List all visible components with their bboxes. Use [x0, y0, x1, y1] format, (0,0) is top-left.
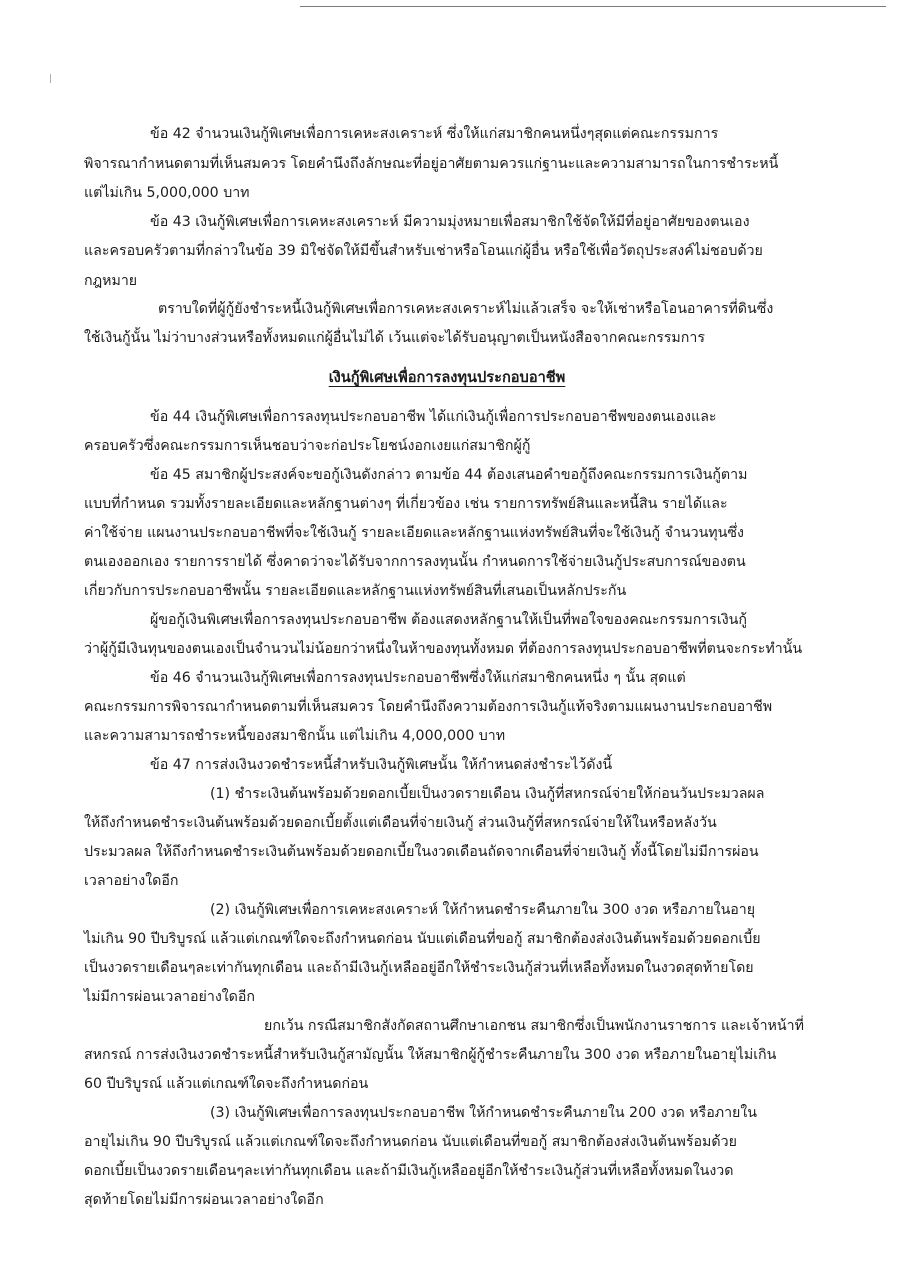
text-line: (3) เงินกู้พิเศษเพื่อการลงทุนประกอบอาชีพ ให้กำหนดชำระคืนภายใน 200 งวด หรือภายใน	[210, 1105, 757, 1121]
text-line: ดอกเบี้ยเป็นงวดรายเดือนๆละเท่ากันทุกเดือน และถ้ามีเงินกู้เหลืออยู่อีกให้ชำระเงินกู้ส่วนที่เหลือทั้งหมดในงวด	[84, 1163, 734, 1179]
text-line: สหกรณ์ การส่งเงินงวดชำระหนี้สำหรับเงินกู้สามัญนั้น ให้สมาชิกผู้กู้ชำระคืนภายใน 300 งวด หรือภายในอายุไม่เกิน	[84, 1047, 777, 1063]
text-line: ไม่มีการผ่อนเวลาอย่างใดอีก	[84, 989, 256, 1005]
text-line: อายุไม่เกิน 90 ปีบริบูรณ์ แล้วแต่เกณฑ์ใดจะถึงกำหนดก่อน นับแต่เดือนที่ขอกู้ สมาชิกต้องส่งเงินต้นพร้อมด้วย	[84, 1134, 737, 1150]
top-rule	[300, 6, 886, 7]
text-line: 60 ปีบริบูรณ์ แล้วแต่เกณฑ์ใดจะถึงกำหนดก่อน	[84, 1076, 369, 1092]
text-line: ให้ถึงกำหนดชำระเงินต้นพร้อมด้วยดอกเบี้ยตั้งแต่เดือนที่จ่ายเงินกู้ ส่วนเงินกู้ที่สหกรณ์จ่ายให้ในหรือหลังวัน	[84, 815, 717, 831]
text-line: (1) ชำระเงินต้นพร้อมด้วยดอกเบี้ยเป็นงวดรายเดือน เงินกู้ที่สหกรณ์จ่ายให้ก่อนวันประมวลผล	[210, 786, 765, 802]
text-line: และความสามารถชำระหนี้ของสมาชิกนั้น แต่ไม่เกิน 4,000,000 บาท	[84, 728, 506, 744]
text-line: ข้อ 45 สมาชิกผู้ประสงค์จะขอกู้เงินดังกล่าว ตามข้อ 44 ต้องเสนอคำขอกู้ถึงคณะกรรมการเงินกู้ตาม	[150, 467, 748, 483]
section-heading: เงินกู้พิเศษเพื่อการลงทุนประกอบอาชีพ	[328, 369, 566, 386]
text-line: ตราบใดที่ผู้กู้ยังชำระหนี้เงินกู้พิเศษเพื่อการเคหะสงเคราะห์ไม่แล้วเสร็จ จะให้เช่าหรือโอนอาคารที่ดินซึ่ง	[158, 301, 774, 317]
text-line: ยกเว้น กรณีสมาชิกสังกัดสถานศึกษาเอกชน สมาชิกซึ่งเป็นพนักงานราชการ และเจ้าหน้าที่	[264, 1018, 804, 1034]
text-line: ข้อ 44 เงินกู้พิเศษเพื่อการลงทุนประกอบอาชีพ ได้แก่เงินกู้เพื่อการประกอบอาชีพของตนเองและ	[150, 409, 717, 425]
text-line: ข้อ 46 จำนวนเงินกู้พิเศษเพื่อการลงทุนประกอบอาชีพซึ่งให้แก่สมาชิกคนหนึ่ง ๆ นั้น สุดแต่	[150, 670, 686, 686]
text-line: เวลาอย่างใดอีก	[84, 873, 179, 889]
scan-mark	[50, 74, 51, 83]
text-line: ไม่เกิน 90 ปีบริบูรณ์ แล้วแต่เกณฑ์ใดจะถึงกำหนดก่อน นับแต่เดือนที่ขอกู้ สมาชิกต้องส่งเงินต้นพร้อมด้วยดอกเบี้ย	[84, 931, 761, 947]
text-line: ครอบครัวซึ่งคณะกรรมการเห็นชอบว่าจะก่อประโยชน์งอกเงยแก่สมาชิกผู้กู้	[84, 438, 531, 454]
text-line: ผู้ขอกู้เงินพิเศษเพื่อการลงทุนประกอบอาชีพ ต้องแสดงหลักฐานให้เป็นที่พอใจของคณะกรรมการเงินกู้	[150, 612, 747, 628]
text-line: แต่ไม่เกิน 5,000,000 บาท	[84, 185, 250, 201]
text-line: ตนเองออกเอง รายการรายได้ ซึ่งคาดว่าจะได้รับจากการลงทุนนั้น กำหนดการใช้จ่ายเงินกู้ประสบการณ์ของตน	[84, 554, 746, 570]
text-line: และครอบครัวตามที่กล่าวในข้อ 39 มิใช่จัดให้มีขึ้นสำหรับเช่าหรือโอนแก่ผู้อื่น หรือใช้เพื่อวัตถุประสงค์ไม่ชอบด้วย	[84, 243, 763, 259]
text-line: แบบที่กำหนด รวมทั้งรายละเอียดและหลักฐานต่างๆ ที่เกี่ยวข้อง เช่น รายการทรัพย์สินและหนี้สิน รายได้และ	[84, 496, 728, 512]
text-line: พิจารณากำหนดตามที่เห็นสมควร โดยคำนึงถึงลักษณะที่อยู่อาศัยตามควรแก่ฐานะและความสามารถในการชำระหนี้	[84, 156, 779, 172]
text-line: เกี่ยวกับการประกอบอาชีพนั้น รายละเอียดและหลักฐานแห่งทรัพย์สินที่เสนอเป็นหลักประกัน	[84, 583, 627, 599]
text-line: (2) เงินกู้พิเศษเพื่อการเคหะสงเคราะห์ ให้กำหนดชำระคืนภายใน 300 งวด หรือภายในอายุ	[210, 902, 756, 918]
text-line: เป็นงวดรายเดือนๆละเท่ากันทุกเดือน และถ้ามีเงินกู้เหลืออยู่อีกให้ชำระเงินกู้ส่วนที่เหลือทั้งหมดในงวดสุดท้ายโดย	[84, 960, 754, 976]
text-line: ข้อ 47 การส่งเงินงวดชำระหนี้สำหรับเงินกู้พิเศษนั้น ให้กำหนดส่งชำระไว้ดังนี้	[150, 757, 613, 773]
text-line: ว่าผู้กู้มีเงินทุนของตนเองเป็นจำนวนไม่น้อยกว่าหนึ่งในห้าของทุนทั้งหมด ที่ต้องการลงทุนประกอบอาชีพที่ตนจะกระทำนั้น	[84, 641, 803, 657]
text-line: ค่าใช้จ่าย แผนงานประกอบอาชีพที่จะใช้เงินกู้ รายละเอียดและหลักฐานแห่งทรัพย์สินที่จะใช้เงินกู้ จำนวนทุนซึ่ง	[84, 525, 744, 541]
text-line: คณะกรรมการพิจารณากำหนดตามที่เห็นสมควร โดยคำนึงถึงความต้องการเงินกู้แท้จริงตามแผนงานประกอบอาชีพ	[84, 699, 773, 715]
text-line: ประมวลผล ให้ถึงกำหนดชำระเงินต้นพร้อมด้วยดอกเบี้ยในงวดเดือนถัดจากเดือนที่จ่ายเงินกู้ ทั้งนี้โดยไม่มีการผ่อน	[84, 844, 759, 860]
text-line: สุดท้ายโดยไม่มีการผ่อนเวลาอย่างใดอีก	[84, 1192, 324, 1208]
text-line: กฎหมาย	[84, 273, 138, 289]
text-line: ข้อ 42 จำนวนเงินกู้พิเศษเพื่อการเคหะสงเคราะห์ ซึ่งให้แก่สมาชิกคนหนึ่งๆสุดแต่คณะกรรมการ	[150, 126, 719, 142]
text-line: ข้อ 43 เงินกู้พิเศษเพื่อการเคหะสงเคราะห์ มีความมุ่งหมายเพื่อสมาชิกใช้จัดให้มีที่อยู่อาศัยของตนเอง	[150, 214, 750, 230]
text-line: ใช้เงินกู้นั้น ไม่ว่าบางส่วนหรือทั้งหมดแก่ผู้อื่นไม่ได้ เว้นแต่จะได้รับอนุญาตเป็นหนังสือจากคณะกรรมการ	[84, 330, 705, 346]
